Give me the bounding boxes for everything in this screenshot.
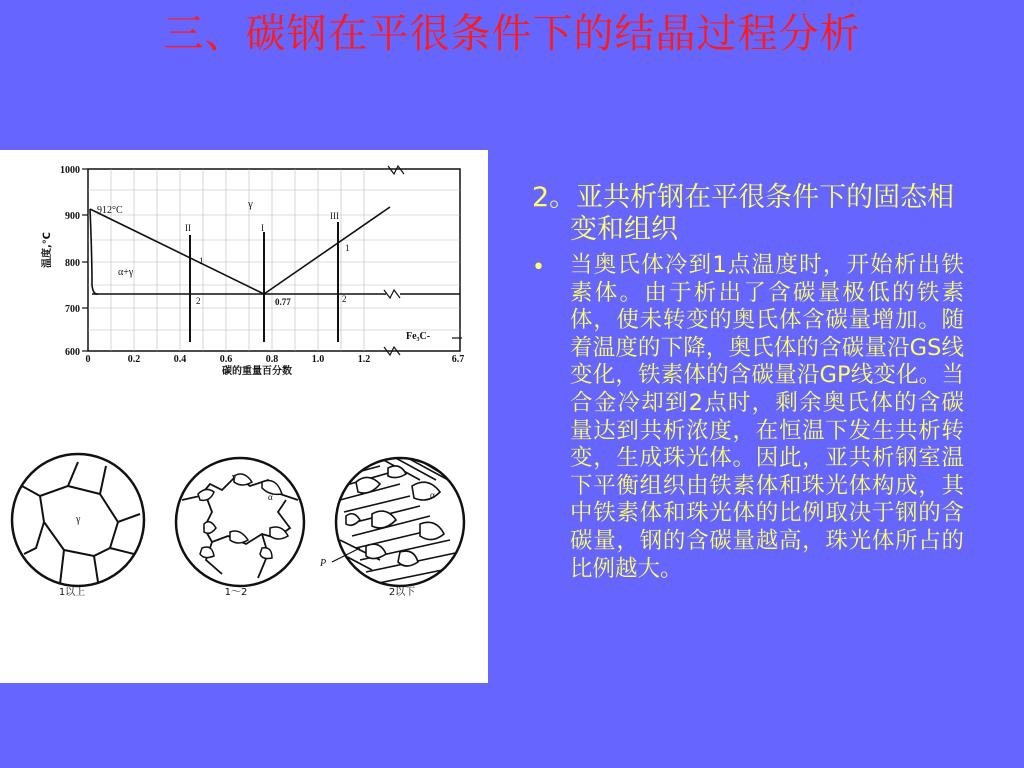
x-tick: 0.6: [219, 354, 233, 365]
phase-label-alpha: α: [268, 492, 273, 502]
phase-label-alpha: α: [430, 490, 435, 500]
label-point-1: 1: [199, 256, 204, 266]
label-gamma: γ: [248, 198, 253, 210]
x-axis-label: 碳的重量百分数: [222, 366, 292, 377]
label-line-i: I: [261, 223, 264, 233]
y-tick: 900: [65, 211, 80, 222]
micrograph-austenite: [12, 454, 144, 598]
x-tick: 0.8: [265, 354, 279, 365]
label-line-iii: III: [330, 211, 339, 221]
x-tick: 0.4: [173, 354, 187, 365]
y-axis-label: 温度,℃: [42, 232, 53, 268]
bullet-icon: •: [532, 255, 545, 280]
x-tick: 6.7: [451, 354, 465, 365]
slide-title: 三、碳钢在平很条件下的结晶过程分析: [163, 11, 861, 57]
label-alpha-gamma: α+γ: [118, 267, 134, 278]
label-912: 912°C: [97, 205, 123, 216]
micrograph-caption: 1以上: [58, 587, 86, 598]
micrograph-ferrite-pearlite: [319, 456, 464, 598]
micrograph-caption: 2以下: [388, 587, 416, 598]
text-panel: [532, 182, 964, 583]
subheading: 2。亚共析钢在平很条件下的固态相变和组织: [532, 182, 955, 245]
diagram-grid: [88, 169, 460, 351]
y-tick: 600: [65, 347, 80, 358]
figure-panel: [0, 150, 488, 683]
phase-label-gamma: γ: [76, 514, 81, 525]
bullet-item: [532, 252, 964, 583]
bullet-text: 当奥氏体冷到1点温度时，开始析出铁素体。由于析出了含碳量极低的铁素体，使未转变的奥氏体含碳量增加。随着温度的下降，奥氏体的含碳量沿GS线变化，铁素体的含碳量沿GP线变化。当合金冷却到2点时，剩余奥氏体的含碳量达到共析浓度，在恒温下发生共析转变，生成珠光体。因此，亚共析钢室温下平衡组织由铁素体和珠光体构成，其中铁素体和珠光体的比例取决于钢的含碳量，钢的含碳量越高，珠光体所占的比例越大。: [570, 252, 964, 582]
label-point-1: 1: [345, 243, 350, 253]
y-tick: 1000: [60, 165, 80, 176]
phase-label-gamma: γ: [232, 472, 237, 483]
x-tick: 1.2: [357, 354, 371, 365]
label-point-2: 2: [196, 296, 201, 306]
phase-diagram: [40, 165, 464, 377]
x-tick: 0: [85, 354, 91, 365]
x-tick: 1.0: [311, 354, 325, 365]
label-eutectoid: 0.77: [275, 297, 291, 307]
label-point-2: 2: [342, 294, 347, 304]
label-line-ii: II: [185, 223, 191, 233]
y-tick: 700: [65, 304, 80, 315]
micrograph-caption: 1～2: [224, 587, 248, 598]
pearlite-label: P: [320, 558, 327, 569]
y-tick: 800: [65, 258, 80, 269]
label-fe3c: Fe₃C-: [406, 331, 431, 342]
micrograph-ferrite-forming: [176, 458, 304, 598]
x-tick: 0.2: [127, 354, 141, 365]
